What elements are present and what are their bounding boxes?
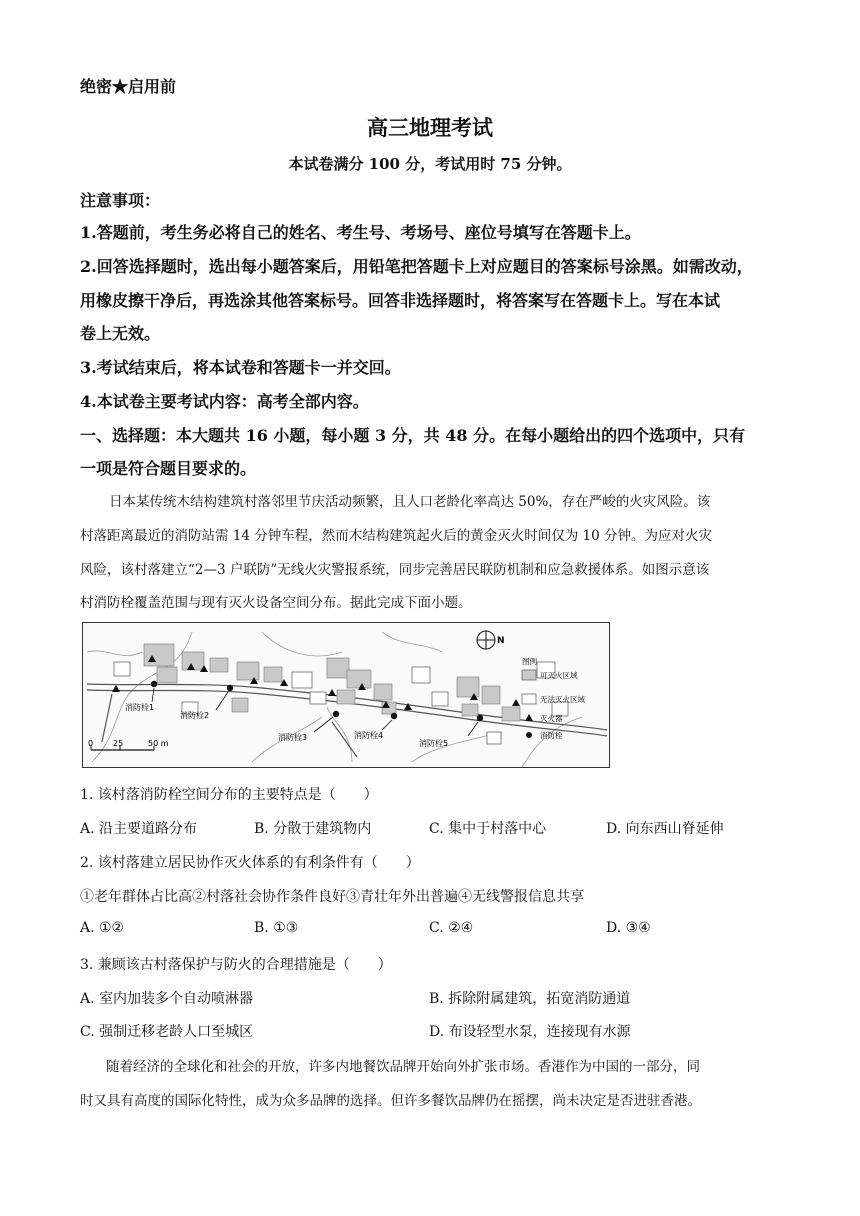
scale-mid: 25 [113,739,124,748]
legend-hydrant-icon [526,732,532,738]
legend-title: 图例 [522,657,537,666]
q3-option-a[interactable]: A. 室内加装多个自动喷淋器 [80,991,254,1007]
q2-stem: 2. 该村落建立居民协作灭火体系的有利条件有（ ） [80,855,420,871]
notice-item-4: 4.本试卷主要考试内容：高考全部内容。 [80,392,369,411]
notice-item-2-line-1: 2.回答选择题时，选出每小题答案后，用铅笔把答题卡上对应题目的答案标号涂黑。如需改动， [80,257,753,276]
scale-end: 50 m [148,739,169,748]
q1-stem: 1. 该村落消防栓空间分布的主要特点是（ ） [80,787,378,803]
notice-item-2-line-2: 用橡皮擦干净后，再选涂其他答案标号。回答非选择题时，将答案写在答题卡上。写在本试 [80,291,721,310]
hydrant-label-4: 消防栓4 [354,731,384,740]
notice-item-1: 1.答题前，考生务必将自己的姓名、考生号、考场号、座位号填写在答题卡上。 [80,223,641,242]
notice-heading: 注意事项： [80,191,161,210]
passage-2-line-2: 时又具有高度的国际化特性，成为众多品牌的选择。但许多餐饮品牌仍在摇摆，尚未决定是否进驻香港。 [80,1093,701,1109]
q1-option-a[interactable]: A. 沿主要道路分布 [80,821,198,837]
q1-option-b[interactable]: B. 分散于建筑物内 [254,821,372,837]
q2-option-a[interactable]: A. ①② [80,920,125,936]
page-subtitle: 本试卷满分 100 分，考试用时 75 分钟。 [288,155,572,173]
passage-1-line-3: 风险，该村落建立“2—3 户联防”无线火灾警报系统，同步完善居民联防机制和应急救援体系。如图示意该 [80,562,710,578]
north-label: N [497,636,505,646]
q3-option-d[interactable]: D. 布设轻型水泵，连接现有水源 [429,1024,631,1040]
notice-item-2-line-3: 卷上无效。 [80,324,161,343]
legend-hydrant: 消防栓 [540,731,563,740]
notice-item-3: 3.考试结束后，将本试卷和答题卡一并交回。 [80,358,401,377]
q2-statements: ①老年群体占比高②村落社会协作条件良好③青壮年外出普遍④无线警报信息共享 [80,889,584,905]
hydrant-label-3: 消防栓3 [278,733,308,742]
legend-extinguishable: 可灭火区域 [540,671,578,680]
legend-swatch-non-extinguishable [522,694,536,704]
q3-option-b[interactable]: B. 拆除附属建筑，拓宽消防通道 [429,991,631,1007]
hydrant-label-1: 消防栓1 [125,703,155,712]
passage-1-line-4: 村消防栓覆盖范围与现有灭火设备空间分布。据此完成下面小题。 [80,595,472,611]
passage-1-line-1: 日本某传统木结构建筑村落邻里节庆活动频繁，且人口老龄化率高达 50%，存在严峻的火灾风险。该 [109,494,711,510]
passage-1-line-2: 村落距离最近的消防站需 14 分钟车程，然而木结构建筑起火后的黄金灭火时间仅为 10 分钟。为应对火灾 [80,528,713,544]
q2-option-c[interactable]: C. ②④ [429,920,474,936]
q3-stem: 3. 兼顾该古村落保护与防火的合理措施是（ ） [80,957,392,973]
fire-hydrant-map [82,622,610,768]
page-title: 高三地理考试 [367,115,493,140]
q2-option-b[interactable]: B. ①③ [254,920,299,936]
hydrant-label-5: 消防栓5 [419,739,449,748]
q3-option-c[interactable]: C. 强制迁移老龄人口至城区 [80,1024,254,1040]
q1-option-c[interactable]: C. 集中于村落中心 [429,821,547,837]
secret-label: 绝密★启用前 [80,77,177,96]
q1-option-d[interactable]: D. 向东西山脊延伸 [606,821,724,837]
legend-swatch-extinguishable [522,670,536,680]
scale-zero: 0 [88,739,94,748]
q2-option-d[interactable]: D. ③④ [606,920,651,936]
passage-2-line-1: 随着经济的全球化和社会的开放，许多内地餐饮品牌开始向外扩张市场。香港作为中国的一部分，同 [106,1059,700,1075]
hydrant-label-2: 消防栓2 [180,711,210,720]
legend-not-extinguishable: 无法灭火区域 [540,695,585,704]
legend-extinguisher: 灭火器 [540,714,563,723]
section-1-line-2: 一项是符合题目要求的。 [80,459,257,478]
section-1-line-1: 一、选择题：本大题共 16 小题，每小题 3 分，共 48 分。在每小题给出的四个选项中，只有 [80,426,746,445]
